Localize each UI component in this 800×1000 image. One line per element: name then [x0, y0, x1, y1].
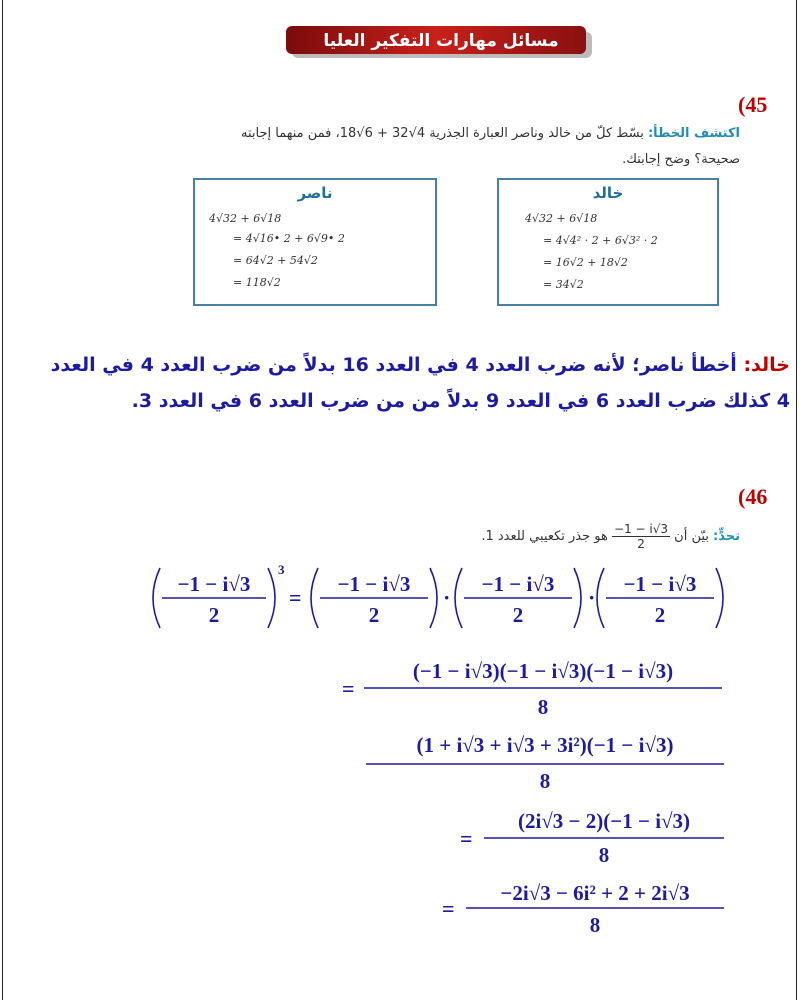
- row1-num: −1 − i√3: [623, 572, 697, 596]
- khaled-line: = 4√4² · 2 + 6√3² · 2: [543, 234, 658, 247]
- row2-den: 8: [537, 695, 549, 719]
- prompt-frac-num: −1 − i√3: [614, 522, 669, 536]
- cube-root-derivation: [0, 560, 800, 960]
- problem-45-answer-line2: 4 كذلك ضرب العدد 6 في العدد 9 بدلاً من من ضرب العدد 6 في العدد 3.: [131, 390, 790, 412]
- problem-46-lead: تحدٍّ:: [713, 529, 740, 544]
- nasser-line: = 64√2 + 54√2: [233, 254, 318, 267]
- nasser-line: = 118√2: [233, 276, 281, 289]
- answer-label: خالد:: [743, 354, 790, 376]
- problem-45-lead: اكتشف الخطأ:: [647, 126, 740, 141]
- dot-operator: ·: [588, 585, 596, 610]
- paren: [430, 568, 437, 628]
- row1-num: −1 − i√3: [177, 572, 251, 596]
- answer-text-1: أخطأ ناصر؛ لأنه ضرب العدد 4 في العدد 16 بدلاً من ضرب العدد 4 في العدد: [50, 354, 737, 376]
- equals-sign: =: [442, 896, 455, 921]
- prompt-after: هو جذر تكعيبي للعدد 1.: [481, 529, 608, 544]
- equals-sign: =: [342, 676, 355, 701]
- row1-den: 2: [368, 603, 380, 627]
- khaled-name: خالد: [592, 184, 624, 202]
- problem-45-number: (45: [738, 92, 768, 117]
- khaled-line: = 16√2 + 18√2: [543, 256, 628, 269]
- prompt-before: بيّن أن: [674, 529, 709, 544]
- prompt-frac-den: 2: [637, 537, 645, 551]
- equals-sign: =: [460, 826, 473, 851]
- nasser-line: = 4√16• 2 + 6√9• 2: [233, 232, 345, 245]
- row1-num: −1 − i√3: [481, 572, 555, 596]
- row1-den: 2: [208, 603, 220, 627]
- row5-den: 8: [589, 913, 601, 937]
- row4-num: (2i√3 − 2)(−1 − i√3): [517, 809, 691, 833]
- problem-45-prompt-line2: صحيحة؟ وضح إجابتك.: [622, 152, 740, 167]
- row4-den: 8: [598, 843, 610, 867]
- paren: [574, 568, 581, 628]
- paren: [455, 568, 462, 628]
- row1-den: 2: [654, 603, 666, 627]
- paren: [716, 568, 723, 628]
- paren: [268, 568, 275, 628]
- dot-operator: ·: [443, 585, 451, 610]
- section-header: مسائل مهارات التفكير العليا: [323, 31, 559, 51]
- row1-num: −1 − i√3: [337, 572, 411, 596]
- row3-den: 8: [539, 769, 551, 793]
- paren: [311, 568, 318, 628]
- row2-num: (−1 − i√3)(−1 − i√3)(−1 − i√3): [412, 659, 674, 683]
- row3-num: (1 + i√3 + i√3 + 3i²)(−1 − i√3): [416, 733, 674, 757]
- khaled-line: = 34√2: [543, 278, 584, 291]
- cube-exponent: 3: [278, 562, 285, 577]
- nasser-work-box: [193, 178, 437, 306]
- nasser-line: 4√32 + 6√18: [209, 212, 282, 225]
- row1-den: 2: [512, 603, 524, 627]
- problem-45-prompt: [40, 126, 740, 141]
- problem-45-prompt-line1: بسّط كلّ من خالد وناصر العبارة الجذرية 4√32 + 6√18، فمن منهما إجابته: [241, 126, 644, 141]
- khaled-work-box: [497, 178, 719, 306]
- problem-46-prompt: [40, 522, 740, 556]
- paren: [153, 568, 160, 628]
- paren: [597, 568, 604, 628]
- problem-45-answer-line1: [51, 354, 790, 376]
- nasser-name: ناصر: [297, 184, 333, 202]
- prompt-fraction: [612, 522, 670, 551]
- problem-46-number: (46: [738, 484, 768, 509]
- equals-sign: =: [289, 585, 302, 610]
- row5-num: −2i√3 − 6i² + 2 + 2i√3: [500, 881, 690, 905]
- khaled-line: 4√32 + 6√18: [525, 212, 598, 225]
